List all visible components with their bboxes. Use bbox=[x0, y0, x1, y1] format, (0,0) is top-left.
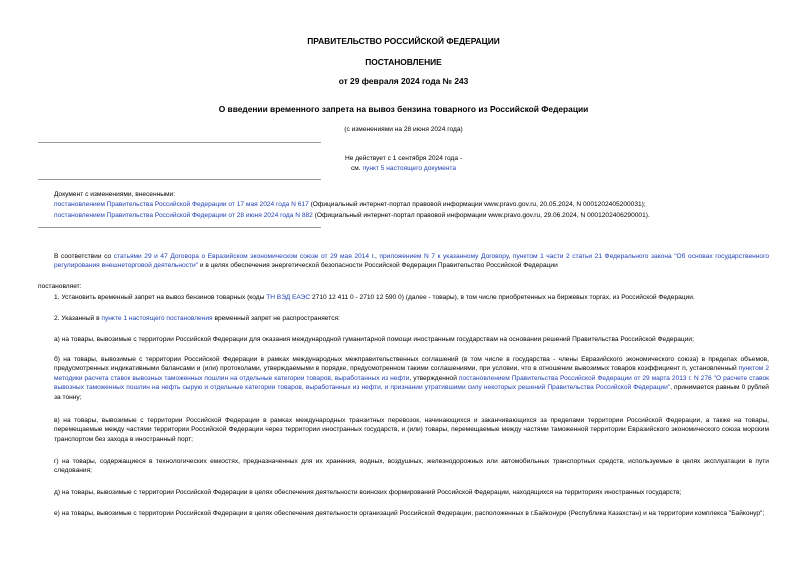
preamble-text: , bbox=[508, 253, 513, 260]
subitem-d: д) на товары, вывозимые с территории Российской Федерации в целях обеспечения деятельности воинских формирований Российской Федерации, находящихся на территориях иностранных государств; bbox=[54, 489, 682, 496]
amendment-text: (Официальный интернет-портал правовой информации www.pravo.gov.ru, 29.06.2024, N 0001202406290001). bbox=[312, 212, 650, 219]
subitem-v: в) на товары, вывозимые с территории Российской Федерации в рамках международных транзитных перевозок, начинающихся и заканчивающихся за пределами территории Российской Федерации, а также на товары, перемещаемые между частями территории Российской Федерации через территории иностранных государств, и (или) товары, перемещаемые между частями таможенной территории Евразийского экономического союза морским транспортом без захода в иностранный порт; bbox=[54, 417, 769, 443]
divider bbox=[38, 227, 321, 228]
item-1-link[interactable]: пункте 1 настоящего постановления bbox=[101, 315, 213, 322]
subitem-text: , утвержденной bbox=[409, 374, 459, 382]
tn-ved-link[interactable]: ТН ВЭД ЕАЭС bbox=[266, 294, 311, 301]
amendment-text: (Официальный интернет-портал правовой информации www.pravo.gov.ru, 20.05.2024, N 0001202405200031); bbox=[308, 201, 646, 208]
item-text: 2710 12 411 0 - 2710 12 590 0) (далее - товары), в том числе приобретенных на биржевых торгах, из Российской Федерации. bbox=[310, 294, 695, 301]
resolution-276-link[interactable]: постановлением Правительства Российской Федерации от 29 марта 2013 г. N 276 "О расчете ставок вывозных таможенных пошлин на нефть сырую и отдельные категории товаров, выработанных из нефти, и признании утратившими силу некоторых решений Правительства Российской Федерации" bbox=[54, 374, 769, 392]
government-heading: ПРАВИТЕЛЬСТВО РОССИЙСКОЙ ФЕДЕРАЦИИ bbox=[307, 36, 500, 46]
methodology-link[interactable]: пунктом 2 методики расчета ставок вывозных таможенных пошлин на отдельные категории товаров, выработанных из нефти bbox=[54, 365, 769, 382]
treaty-link[interactable]: статьями 29 и 47 Договора о Евразийском экономическом союзе от 29 мая 2014 г. bbox=[113, 253, 376, 260]
status-note: Не действует с 1 сентября 2024 года - bbox=[344, 155, 463, 162]
item-text: временный запрет не распространяется: bbox=[212, 315, 340, 322]
subitem-g: г) на товары, содержащиеся в технологических емкостях, предназначенных для их хранения, водных, воздушных, железнодорожных или автомобильных транспортных средств, используемые в целях эксплуатации в пути следования; bbox=[54, 458, 769, 475]
amendment-item bbox=[54, 211, 769, 220]
item-2-paragraph bbox=[54, 314, 769, 323]
status-prefix: см. bbox=[350, 165, 363, 172]
item-text: 2. Указанный в bbox=[54, 315, 102, 322]
document-title: О введении временного запрета на вывоз бензина товарного из Российской Федерации bbox=[218, 104, 589, 114]
subitem-text: б) на товары, вывозимые с территории Российской Федерации в рамках международных межправительственных соглашений (в том числе в государства - члены Евразийского экономического союза) в пределах объемов, предусмотренных индикативными балансами и (или) протоколами, утверждаемыми в порядке, предусмотренном такими соглашениями, при условии, что в отношении вывозимых товаров коэффициент n, установленный bbox=[54, 356, 769, 373]
amendments-label: Документ с изменениями, внесенными: bbox=[54, 191, 176, 198]
item-text: 1. Установить временный запрет на вывоз бензинов товарных (коды bbox=[54, 294, 267, 301]
preamble-text: В соответствии со bbox=[54, 253, 114, 260]
date-number-heading: от 29 февраля 2024 года № 243 bbox=[338, 76, 469, 86]
preamble-text: , bbox=[375, 253, 380, 260]
changes-note: (с изменениями на 28 июня 2024 года) bbox=[344, 126, 463, 133]
subitem-a: а) на товары, вывозимые с территории Российской Федерации для оказания международной гуманитарной помощи иностранным государствам на основании решений Правительства Российской Федерации; bbox=[54, 336, 694, 343]
federal-law-link[interactable]: пунктом 1 части 2 статьи 21 Федерального закона "Об основах государственного регулирования внешнеторговой деятельности" bbox=[54, 253, 770, 270]
annex-link[interactable]: приложением N 7 к указанному Договору bbox=[379, 253, 509, 260]
item-1-paragraph bbox=[54, 293, 769, 302]
decree-word: постановляет: bbox=[38, 283, 82, 290]
preamble-paragraph bbox=[54, 252, 769, 271]
divider bbox=[38, 142, 321, 143]
subitem-text: , принимается равным 0 рублей за тонну; bbox=[54, 384, 769, 401]
preamble-text: и в целях обеспечения энергетической безопасности Российской Федерации Правительство Российской Федерации bbox=[198, 262, 558, 270]
doc-type-heading: ПОСТАНОВЛЕНИЕ bbox=[365, 57, 442, 67]
amendment-item bbox=[54, 200, 769, 209]
divider bbox=[38, 179, 321, 180]
status-reference bbox=[0, 164, 807, 173]
amendment-link[interactable]: постановлением Правительства Российской Федерации от 17 мая 2024 года N 617 bbox=[54, 201, 309, 208]
status-link[interactable]: пункт 5 настоящего документа bbox=[362, 165, 457, 172]
subitem-b bbox=[54, 355, 769, 402]
subitem-e: е) на товары, вывозимые с территории Российской Федерации в целях обеспечения деятельности организаций Российской Федерации, расположенных в г.Байконуре (Республика Казахстан) и на территории комплекса "Байконур"; bbox=[54, 510, 765, 517]
amendment-link[interactable]: постановлением Правительства Российской Федерации от 28 июня 2024 года N 882 bbox=[54, 212, 313, 219]
